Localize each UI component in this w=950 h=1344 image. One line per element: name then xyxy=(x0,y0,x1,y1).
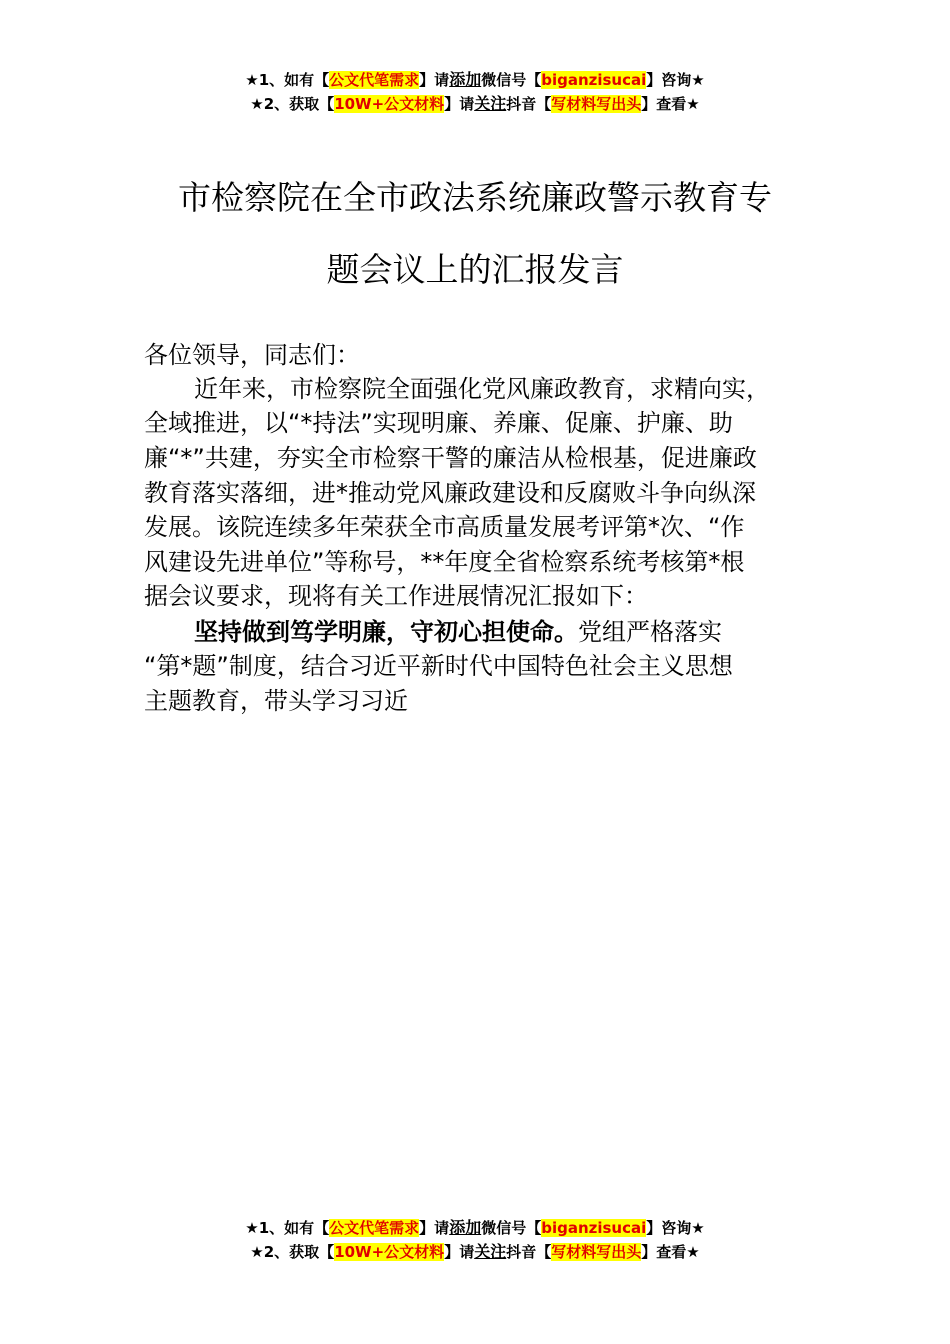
banner-emphasis: 关注 xyxy=(474,94,507,113)
banner-line-1 xyxy=(0,1216,950,1240)
banner-text: 】咨询★ xyxy=(646,1219,705,1237)
document-title-line-2: 题会议上的汇报发言 xyxy=(326,250,624,289)
banner-line-1 xyxy=(0,68,950,92)
paragraph-line: 主题教育，带头学习习近 xyxy=(144,687,408,715)
banner-text: 】咨询★ xyxy=(646,71,705,89)
banner-highlight: 公文代笔需求 xyxy=(329,1219,420,1237)
banner-emphasis: 添加 xyxy=(449,70,482,89)
paragraph-heading-line xyxy=(194,615,722,649)
footer-banner xyxy=(0,1216,950,1264)
section-heading: 坚持做到笃学明廉，守初心担使命。 xyxy=(194,618,578,646)
banner-emphasis: 关注 xyxy=(474,1242,507,1261)
paragraph-line: 风建设先进单位”等称号，**年度全省检察系统考核第*根 xyxy=(144,548,745,576)
paragraph-line: 近年来，市检察院全面强化党风廉政教育，求精向实， xyxy=(194,375,770,403)
banner-highlight: 10W+公文材料 xyxy=(334,95,445,113)
paragraph-line: 发展。该院连续多年荣获全市高质量发展考评第*次、“作 xyxy=(144,513,745,541)
banner-text: 】请 xyxy=(419,71,450,89)
banner-text: ★2、获取【 xyxy=(250,1243,335,1261)
banner-highlight-douyin: 写材料写出头 xyxy=(551,95,642,113)
banner-text: 】查看★ xyxy=(641,95,700,113)
banner-line-2 xyxy=(0,92,950,116)
paragraph-line: 据会议要求，现将有关工作进展情况汇报如下： xyxy=(144,582,648,610)
paragraph-line: 全域推进，以“*持法”实现明廉、养廉、促廉、护廉、助 xyxy=(144,409,733,437)
banner-text: 】请 xyxy=(444,1243,475,1261)
banner-text: 微信号【 xyxy=(481,1219,542,1237)
banner-highlight-wechat: biganzisucai xyxy=(541,71,647,89)
header-banner xyxy=(0,68,950,116)
banner-text: ★2、获取【 xyxy=(250,95,335,113)
banner-text: 】查看★ xyxy=(641,1243,700,1261)
banner-text: 】请 xyxy=(419,1219,450,1237)
banner-text: 】请 xyxy=(444,95,475,113)
banner-text: 抖音【 xyxy=(506,95,552,113)
salutation: 各位领导，同志们： xyxy=(144,341,360,369)
paragraph-line: 廉“*”共建，夯实全市检察干警的廉洁从检根基，促进廉政 xyxy=(144,444,757,472)
banner-highlight: 公文代笔需求 xyxy=(329,71,420,89)
banner-emphasis: 添加 xyxy=(449,1218,482,1237)
banner-text: ★1、如有【 xyxy=(245,71,330,89)
document-title-line-1: 市检察院在全市政法系统廉政警示教育专 xyxy=(178,178,772,217)
banner-text: ★1、如有【 xyxy=(245,1219,330,1237)
paragraph-line: 教育落实落细，进*推动党风廉政建设和反腐败斗争向纵深 xyxy=(144,479,756,507)
banner-highlight-douyin: 写材料写出头 xyxy=(551,1243,642,1261)
paragraph-text: 党组严格落实 xyxy=(578,618,722,646)
banner-text: 微信号【 xyxy=(481,71,542,89)
banner-highlight: 10W+公文材料 xyxy=(334,1243,445,1261)
banner-text: 抖音【 xyxy=(506,1243,552,1261)
paragraph-line: “第*题”制度，结合习近平新时代中国特色社会主义思想 xyxy=(144,652,733,680)
banner-highlight-wechat: biganzisucai xyxy=(541,1219,647,1237)
banner-line-2 xyxy=(0,1240,950,1264)
